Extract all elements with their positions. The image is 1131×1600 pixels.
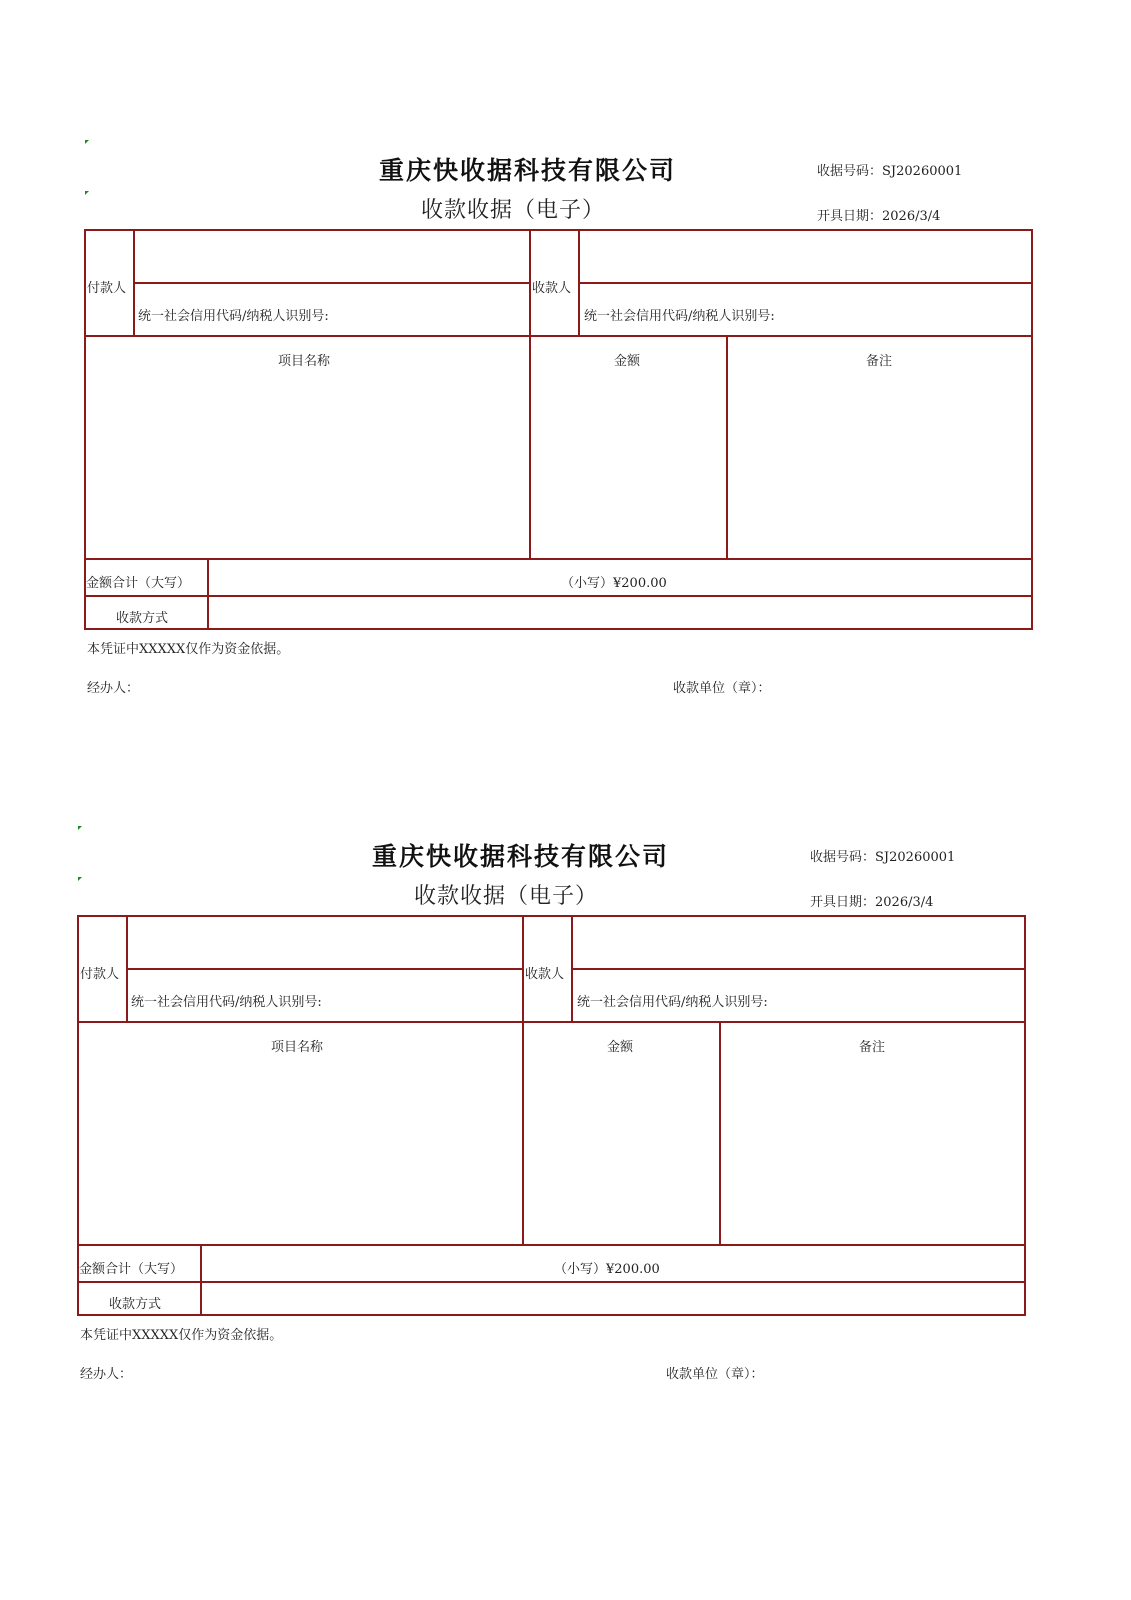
company-name: 重庆快收据科技有限公司	[372, 842, 670, 871]
total-uppercase-label: 金额合计（大写）	[86, 576, 191, 591]
payee-label: 收款人	[532, 281, 572, 296]
column-header-amount: 金额	[614, 354, 641, 369]
cell-comment-marker	[78, 877, 82, 881]
payer-name-field[interactable]	[131, 934, 516, 954]
payer-label: 付款人	[80, 967, 120, 982]
receipt-number-value: SJ20260001	[882, 164, 963, 179]
document-title: 收款收据（电子）	[414, 884, 599, 909]
issue-date-value: 2026/3/4	[882, 209, 941, 224]
divider	[726, 335, 728, 559]
issue-date-label: 开具日期：	[810, 895, 876, 910]
payment-method-field[interactable]	[212, 603, 1027, 625]
divider	[133, 229, 135, 336]
payer-tax-id-label: 统一社会信用代码/纳税人识别号:	[138, 309, 329, 324]
cell-comment-marker	[85, 191, 89, 195]
issue-date-value: 2026/3/4	[875, 895, 934, 910]
divider	[77, 1281, 1026, 1283]
payee-stamp-label: 收款单位（章）：	[673, 681, 771, 696]
payee-tax-id-label: 统一社会信用代码/纳税人识别号:	[584, 309, 775, 324]
divider	[571, 915, 573, 1022]
issue-date	[817, 205, 940, 224]
receipt-number-value: SJ20260001	[875, 850, 956, 865]
divider	[207, 558, 209, 630]
divider	[84, 335, 1033, 337]
payer-tax-id-label: 统一社会信用代码/纳税人识别号:	[131, 995, 322, 1010]
payment-method-label: 收款方式	[109, 1297, 162, 1312]
divider	[571, 968, 1026, 970]
receipt-number	[817, 160, 962, 179]
issue-date	[810, 891, 933, 910]
payee-tax-id-label: 统一社会信用代码/纳税人识别号:	[577, 995, 768, 1010]
divider	[133, 282, 529, 284]
column-header-amount: 金额	[607, 1040, 634, 1055]
total-lowercase-amount: （小写）¥200.00	[554, 1262, 660, 1277]
cell-comment-marker	[85, 140, 89, 144]
divider	[84, 595, 1033, 597]
divider	[578, 282, 1033, 284]
divider	[84, 558, 1033, 560]
cell-comment-marker	[78, 826, 82, 830]
receipt-1	[0, 0, 1131, 696]
payment-method-label: 收款方式	[116, 611, 169, 626]
receipt-number	[810, 846, 955, 865]
payee-name-field[interactable]	[577, 934, 1017, 954]
receipt-number-label: 收据号码：	[810, 850, 876, 865]
divider	[200, 1244, 202, 1316]
column-header-item: 项目名称	[271, 1040, 324, 1055]
total-uppercase-label: 金额合计（大写）	[79, 1262, 184, 1277]
divider	[578, 229, 580, 336]
payer-name-field[interactable]	[138, 248, 523, 268]
payer-label: 付款人	[87, 281, 127, 296]
receipt-number-label: 收据号码：	[817, 164, 883, 179]
disclaimer-note: 本凭证中XXXXX仅作为资金依据。	[80, 1328, 283, 1343]
column-header-remark: 备注	[859, 1040, 886, 1055]
divider	[522, 915, 524, 1245]
payee-stamp-label: 收款单位（章）：	[666, 1367, 764, 1382]
company-name: 重庆快收据科技有限公司	[379, 156, 677, 185]
document-title: 收款收据（电子）	[421, 198, 606, 223]
divider	[126, 968, 522, 970]
divider	[126, 915, 128, 1022]
handler-label: 经办人：	[80, 1367, 133, 1382]
divider	[77, 1021, 1026, 1023]
handler-label: 经办人：	[87, 681, 140, 696]
disclaimer-note: 本凭证中XXXXX仅作为资金依据。	[87, 642, 290, 657]
issue-date-label: 开具日期：	[817, 209, 883, 224]
payment-method-field[interactable]	[205, 1289, 1020, 1311]
divider	[719, 1021, 721, 1245]
receipt-2	[0, 686, 1124, 1382]
payee-name-field[interactable]	[584, 248, 1024, 268]
divider	[529, 229, 531, 559]
total-lowercase-amount: （小写）¥200.00	[561, 576, 667, 591]
column-header-remark: 备注	[866, 354, 893, 369]
divider	[77, 1244, 1026, 1246]
column-header-item: 项目名称	[278, 354, 331, 369]
payee-label: 收款人	[525, 967, 565, 982]
